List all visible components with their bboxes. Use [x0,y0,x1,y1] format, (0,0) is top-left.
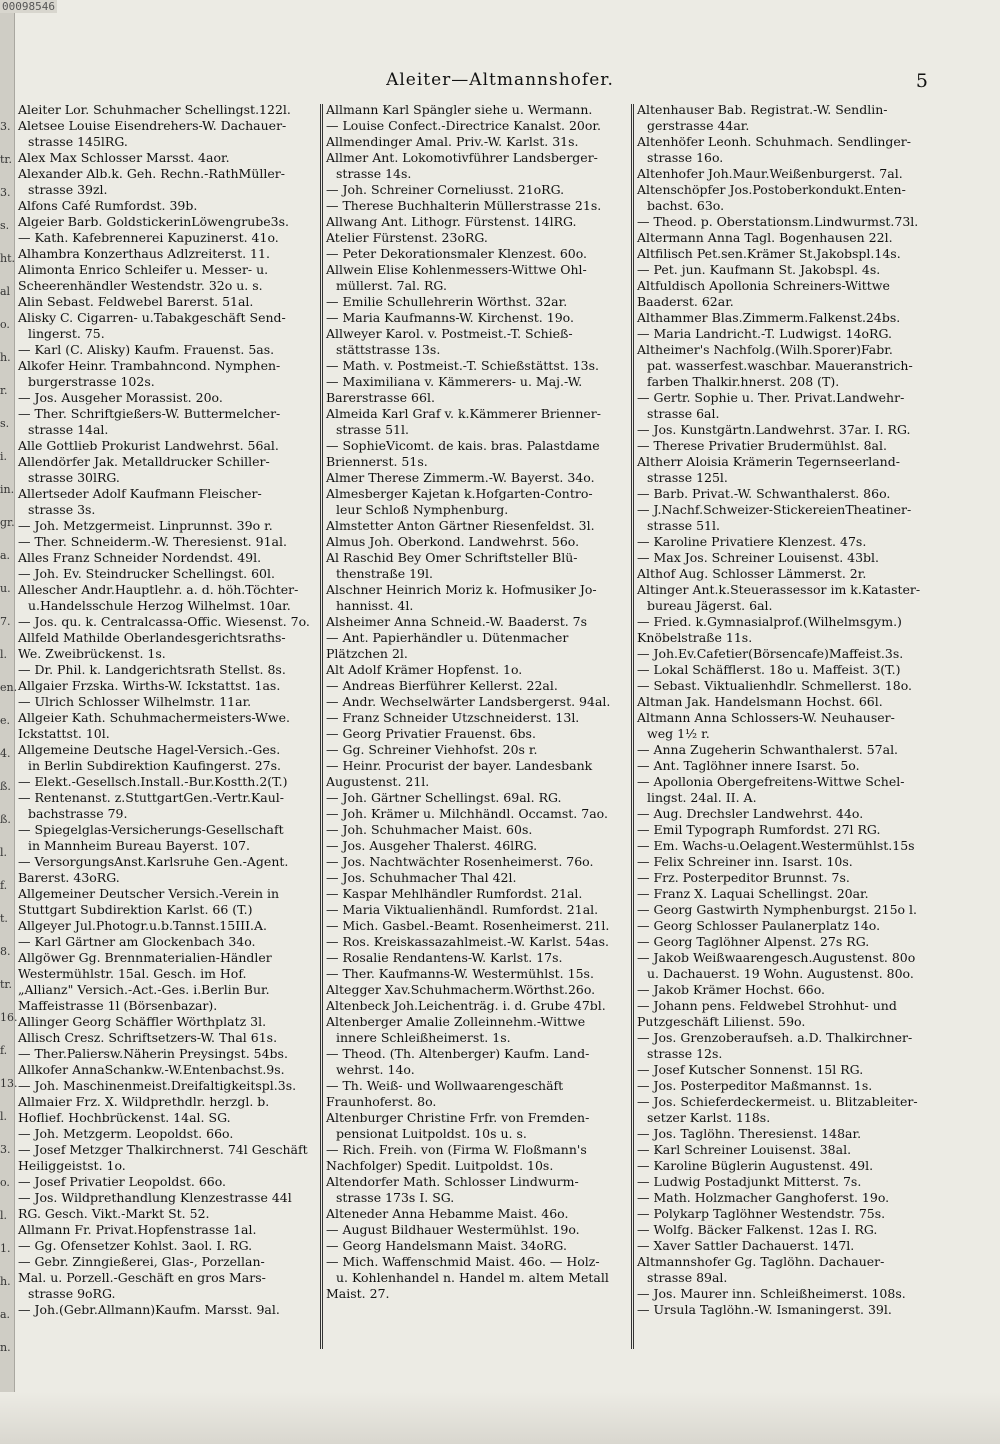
directory-entry-line: strasse 173s I. SG. [336,1190,455,1205]
directory-entry-line: Allwein Elise Kohlenmessers-Wittwe Ohl- [326,262,587,277]
margin-fragment: l. [0,1110,8,1123]
directory-entry-line: Alhambra Konzerthaus Adlzreiterst. 11. [18,246,270,261]
directory-entry-line: Allertseder Adolf Kaufmann Fleischer- [18,486,262,501]
directory-entry-line: — Em. Wachs-u.Oelagent.Westermühlst.15s [637,838,915,853]
margin-fragment: 13. [0,1077,18,1090]
directory-entry-line: — Andreas Bierführer Kellerst. 22al. [326,678,558,693]
directory-entry-line: — Joh. Maschinenmeist.Dreifaltigkeitspl.3s. [18,1078,297,1093]
directory-column-1 [18,102,318,1318]
archive-stamp: 00098546 [2,0,55,13]
column-divider [320,104,323,1349]
directory-entry-line: bureau Jägerst. 6al. [647,598,773,613]
directory-entry-line: Altenberger Amalie Zolleinnehm.-Wittwe [326,1014,586,1029]
directory-entry-line: Ickstattst. 10l. [18,726,110,741]
directory-entry-line: — Jos. Nachtwächter Rosenheimerst. 76o. [326,854,594,869]
page-header [0,70,1000,96]
directory-entry-line: Plätzchen 2l. [326,646,408,661]
directory-entry-line: Allgemeine Deutsche Hagel-Versich.-Ges. [18,742,281,757]
directory-entry-line: — Maria Landricht.-T. Ludwigst. 14oRG. [637,326,892,341]
directory-entry-line: Altegger Xav.Schuhmacherm.Wörthst.26o. [326,982,596,997]
margin-fragment: u. [0,582,11,595]
directory-entry-line: Altenhöfer Leonh. Schuhmach. Sendlinger- [637,134,911,149]
directory-entry-line: — Th. Weiß- und Wollwaarengeschäft [326,1078,564,1093]
directory-entry-line: Al Raschid Bey Omer Schriftsteller Blü- [326,550,578,565]
directory-entry-line: — Emil Typograph Rumfordst. 27l RG. [637,822,881,837]
directory-entry-line: Almstetter Anton Gärtner Riesenfeldst. 3l. [326,518,595,533]
margin-fragment: al [0,285,11,298]
directory-entry-line: Atelier Fürstenst. 23oRG. [326,230,488,245]
directory-entry-line: — Mich. Gasbel.-Beamt. Rosenheimerst. 21l. [326,918,610,933]
margin-fragment: f. [0,879,8,892]
directory-entry-line: in Berlin Subdirektion Kaufingerst. 27s. [28,758,282,773]
directory-entry-line: — Jakob Weißwaarengesch.Augustenst. 80o [637,950,916,965]
directory-entry-line: Altermann Anna Tagl. Bogenhausen 22l. [637,230,893,245]
directory-entry-line: Allgeier Kath. Schuhmachermeisters-Wwe. [18,710,290,725]
directory-entry-line: stättstrasse 13s. [336,342,441,357]
directory-entry-line: — Polykarp Taglöhner Westendstr. 75s. [637,1206,886,1221]
directory-entry-line: — Math. Holzmacher Ganghoferst. 19o. [637,1190,890,1205]
directory-entry-line: — Ther. Schriftgießers-W. Buttermelcher- [18,406,281,421]
margin-fragment: gr. [0,516,15,529]
directory-entry-line: Altenschöpfer Jos.Postoberkondukt.Enten- [637,182,906,197]
directory-entry-line: Altheimer's Nachfolg.(Wilh.Sporer)Fabr. [637,342,893,357]
directory-entry-line: wehrst. 14o. [336,1062,415,1077]
page-number: 5 [915,70,928,92]
directory-entry-line: — Georg Privatier Frauenst. 6bs. [326,726,536,741]
directory-entry-line: strasse 51l. [336,422,409,437]
directory-entry-line: — Maria Kaufmanns-W. Kirchenst. 19o. [326,310,574,325]
directory-entry-line: strasse 30lRG. [28,470,120,485]
directory-entry-line: Alin Sebast. Feldwebel Barerst. 51al. [18,294,254,309]
directory-entry-line: — Jos. qu. k. Centralcassa-Offic. Wiesenst. 7o. [18,614,310,629]
directory-entry-line: Altmann Anna Schlossers-W. Neuhauser- [637,710,895,725]
directory-entry-line: — Georg Schlosser Paulanerplatz 14o. [637,918,881,933]
directory-entry-line: — Karl Schreiner Louisenst. 38al. [637,1142,852,1157]
directory-entry-line: in Mannheim Bureau Bayerst. 107. [28,838,251,853]
margin-fragment: i. [0,450,8,463]
directory-entry-line: We. Zweibrückenst. 1s. [18,646,166,661]
directory-entry-line: Althammer Blas.Zimmerm.Falkenst.24bs. [637,310,901,325]
margin-fragment: a. [0,549,11,562]
directory-entry-line: Altenbeck Joh.Leichenträg. i. d. Grube 47bl. [326,998,606,1013]
directory-entry-line: — J.Nachf.Schweizer-StickereienTheatiner- [637,502,912,517]
directory-entry-line: — Max Jos. Schreiner Louisenst. 43bl. [637,550,880,565]
directory-entry-line: — Gg. Schreiner Viehhofst. 20s r. [326,742,538,757]
directory-entry-line: — Karl Gärtner am Glockenbach 34o. [18,934,256,949]
margin-fragment: l. [0,1209,8,1222]
directory-entry-line: Fraunhoferst. 8o. [326,1094,437,1109]
directory-entry-line: Almeida Karl Graf v. k.Kämmerer Brienner- [326,406,601,421]
margin-fragment: en. [0,681,18,694]
directory-entry-line: u. Dachauerst. 19 Wohn. Augustenst. 80o. [647,966,914,981]
directory-entry-line: Heiliggeistst. 1o. [18,1158,126,1173]
directory-entry-line: Allescher Andr.Hauptlehr. a. d. höh.Töchter- [18,582,299,597]
directory-entry-line: — Joh. Krämer u. Milchhändl. Occamst. 7ao. [326,806,608,821]
directory-entry-line: strasse 89al. [647,1270,728,1285]
margin-fragment: 16. [0,1011,18,1024]
directory-entry-line: — Josef Metzger Thalkirchnerst. 74l Geschäft [18,1142,308,1157]
directory-entry-line: Alschner Heinrich Moriz k. Hofmusiker Jo- [326,582,597,597]
directory-entry-line: — Jos. Maurer inn. Schleißheimerst. 108s. [637,1286,906,1301]
directory-entry-line: — Karl (C. Alisky) Kaufm. Frauenst. 5as. [18,342,275,357]
directory-entry-line: — Jos. Grenzoberaufseh. a.D. Thalkirchner- [637,1030,913,1045]
directory-entry-line: Allgaier Frzska. Wirths-W. Ickstattst. 1as. [18,678,281,693]
margin-fragment: ß. [0,813,11,826]
directory-entry-line: hannisst. 4l. [336,598,414,613]
directory-entry-line: — Maximiliana v. Kämmerers- u. Maj.-W. [326,374,583,389]
directory-entry-line: — Ludwig Postadjunkt Mitterst. 7s. [637,1174,862,1189]
directory-entry-line: — Lokal Schäfflerst. 18o u. Maffeist. 3(T.) [637,662,901,677]
directory-entry-line: Altherr Aloisia Krämerin Tegernseerland- [637,454,900,469]
directory-entry-line: strasse 3s. [28,502,96,517]
directory-entry-line: Allfeld Mathilde Oberlandesgerichtsraths- [18,630,286,645]
directory-entry-line: „Allianz" Versich.-Act.-Ges. i.Berlin Bur. [18,982,270,997]
directory-entry-line: Allinger Georg Schäffler Wörthplatz 3l. [18,1014,267,1029]
directory-entry-line: Allgeyer Jul.Photogr.u.b.Tannst.15III.A. [18,918,267,933]
directory-entry-line: — Josef Privatier Leopoldst. 66o. [18,1174,227,1189]
directory-entry-line: — Ulrich Schlosser Wilhelmstr. 11ar. [18,694,252,709]
margin-fragment: 1. [0,1242,11,1255]
margin-fragment: s. [0,219,10,232]
margin-fragment: h. [0,1275,11,1288]
directory-entry-line: — Pet. jun. Kaufmann St. Jakobspl. 4s. [637,262,881,277]
directory-entry-line: — Georg Gastwirth Nymphenburgst. 215o l. [637,902,918,917]
directory-entry-line: strasse 51l. [647,518,720,533]
directory-entry-line: strasse 14al. [28,422,109,437]
directory-entry-line: — Emilie Schullehrerin Wörthst. 32ar. [326,294,568,309]
margin-fragment: a. [0,1308,11,1321]
margin-fragment: f. [0,1044,8,1057]
directory-entry-line: strasse 125l. [647,470,728,485]
margin-fragment: e. [0,714,11,727]
directory-entry-line: Altenhauser Bab. Registrat.-W. Sendlin- [637,102,888,117]
directory-entry-line: leur Schloß Nymphenburg. [336,502,509,517]
directory-entry-line: — Therese Buchhalterin Müllerstrasse 21s. [326,198,602,213]
directory-entry-line: Maffeistrasse 1l (Börsenbazar). [18,998,218,1013]
directory-entry-line: Alteneder Anna Hebamme Maist. 46o. [326,1206,569,1221]
directory-entry-line: lingerst. 75. [28,326,105,341]
margin-fragment: 8. [0,945,11,958]
directory-entry-line: Allendörfer Jak. Metalldrucker Schiller- [18,454,270,469]
directory-entry-line: Briennerst. 51s. [326,454,428,469]
directory-entry-line: Algeier Barb. GoldstickerinLöwengrube3s. [18,214,290,229]
adjacent-page-edge [0,0,18,1444]
directory-entry-line: — Josef Kutscher Sonnenst. 15l RG. [637,1062,864,1077]
directory-entry-line: — Rentenanst. z.StuttgartGen.-Vertr.Kaul- [18,790,285,805]
directory-entry-line: Allkofer AnnaSchankw.-W.Entenbachst.9s. [18,1062,285,1077]
directory-entry-line: — Rich. Freih. von (Firma W. Floßmann's [326,1142,587,1157]
directory-entry-line: — Aug. Drechsler Landwehrst. 44o. [637,806,864,821]
directory-entry-line: Altenburger Christine Frfr. von Fremden- [326,1110,590,1125]
directory-entry-line: u. Kohlenhandel n. Handel m. altem Metall [336,1270,609,1285]
directory-entry-line: — Joh.(Gebr.Allmann)Kaufm. Marsst. 9al. [18,1302,280,1317]
margin-fragment: tr. [0,978,12,991]
directory-entry-line: Alimonta Enrico Schleifer u. Messer- u. [18,262,269,277]
directory-entry-line: pensionat Luitpoldst. 10s u. s. [336,1126,527,1141]
directory-entry-line: Mal. u. Porzell.-Geschäft en gros Mars- [18,1270,266,1285]
directory-entry-line: Alfons Café Rumfordst. 39b. [18,198,198,213]
directory-entry-line: pat. wasserfest.waschbar. Maueranstrich- [647,358,913,373]
directory-entry-line: Alle Gottlieb Prokurist Landwehrst. 56al. [18,438,279,453]
directory-entry-line: — Fried. k.Gymnasialprof.(Wilhelmsgym.) [637,614,902,629]
margin-fragment: t. [0,912,8,925]
directory-entry-line: — SophieVicomt. de kais. bras. Palastdame [326,438,600,453]
directory-entry-line: Allgöwer Gg. Brennmaterialien-Händler [18,950,272,965]
directory-entry-line: lingst. 24al. II. A. [647,790,757,805]
directory-entry-line: Aletsee Louise Eisendrehers-W. Dachauer- [18,118,287,133]
directory-entry-line: — Mich. Waffenschmid Maist. 46o. — Holz- [326,1254,600,1269]
directory-entry-line: — Georg Taglöhner Alpenst. 27s RG. [637,934,870,949]
directory-entry-line: Alisky C. Cigarren- u.Tabakgeschäft Send- [18,310,286,325]
directory-entry-line: — Joh. Ev. Steindrucker Schellingst. 60l. [18,566,275,581]
directory-entry-line: Allmann Fr. Privat.Hopfenstrasse 1al. [18,1222,257,1237]
margin-fragment: o. [0,318,10,331]
directory-entry-line: — August Bildhauer Westermühlst. 19o. [326,1222,580,1237]
margin-fragment: 4. [0,747,11,760]
directory-entry-line: Alkofer Heinr. Trambahncond. Nymphen- [18,358,281,373]
directory-entry-line: Knöbelstraße 11s. [637,630,753,645]
directory-entry-line: — Therese Privatier Brudermühlst. 8al. [637,438,887,453]
directory-entry-line: — Math. v. Postmeist.-T. Schießstättst. 13s. [326,358,599,373]
directory-entry-line: strasse 12s. [647,1046,723,1061]
directory-entry-line: thenstraße 19l. [336,566,433,581]
directory-entry-line: Allmann Karl Spängler siehe u. Wermann. [326,102,593,117]
directory-entry-line: — Ros. Kreiskassazahlmeist.-W. Karlst. 54as. [326,934,609,949]
directory-entry-line: Allwang Ant. Lithogr. Fürstenst. 14lRG. [326,214,577,229]
directory-entry-line: — Ther. Schneiderm.-W. Theresienst. 91al. [18,534,287,549]
directory-entry-line: — Franz Schneider Utzschneiderst. 13l. [326,710,580,725]
directory-entry-line: — Rosalie Rendantens-W. Karlst. 17s. [326,950,563,965]
directory-entry-line: Baaderst. 62ar. [637,294,734,309]
directory-entry-line: setzer Karlst. 118s. [647,1110,771,1125]
directory-entry-line: Alexander Alb.k. Geh. Rechn.-RathMüller- [18,166,285,181]
directory-entry-line: Altman Jak. Handelsmann Hochst. 66l. [637,694,883,709]
directory-entry-line: strasse 145lRG. [28,134,128,149]
directory-entry-line: — VersorgungsAnst.Karlsruhe Gen.-Agent. [18,854,289,869]
directory-entry-line: — Jos. Ausgeher Thalerst. 46lRG. [326,838,538,853]
directory-entry-line: — Spiegelglas-Versicherungs-Gesellschaft [18,822,284,837]
directory-entry-line: — Gertr. Sophie u. Ther. Privat.Landwehr- [637,390,905,405]
directory-entry-line: Alles Franz Schneider Nordendst. 49l. [18,550,262,565]
directory-entry-line: — Wolfg. Bäcker Falkenst. 12as I. RG. [637,1222,878,1237]
margin-fragment: ht. [0,252,16,265]
directory-entry-line: Allmer Ant. Lokomotivführer Landsberger- [326,150,598,165]
directory-entry-line: — Joh. Schuhmacher Maist. 60s. [326,822,533,837]
directory-entry-line: — Theod. (Th. Altenberger) Kaufm. Land- [326,1046,590,1061]
margin-fragment: l. [0,648,8,661]
directory-entry-line: Altinger Ant.k.Steuerassessor im k.Kataster- [637,582,921,597]
directory-column-2 [326,102,626,1302]
directory-entry-line: — Kaspar Mehlhändler Rumfordst. 21al. [326,886,583,901]
margin-fragment: n. [0,1341,11,1354]
directory-entry-line: — Dr. Phil. k. Landgerichtsrath Stellst. 8s. [18,662,286,677]
directory-entry-line: Allweyer Karol. v. Postmeist.-T. Schieß- [326,326,573,341]
directory-entry-line: — Jos. Ausgeher Morassist. 20o. [18,390,223,405]
directory-entry-line: — Apollonia Obergefreitens-Wittwe Schel- [637,774,905,789]
directory-entry-line: Altenhofer Joh.Maur.Weißenburgerst. 7al. [637,166,903,181]
directory-entry-line: burgerstrasse 102s. [28,374,155,389]
directory-entry-line: — Louise Confect.-Directrice Kanalst. 20or. [326,118,601,133]
directory-entry-line: — Kath. Kafebrennerei Kapuzinerst. 41o. [18,230,279,245]
directory-entry-line: — Maria Viktualienhändl. Rumfordst. 21al. [326,902,599,917]
directory-entry-line: gerstrasse 44ar. [647,118,750,133]
directory-entry-line: — Sebast. Viktualienhdlr. Schmellerst. 18o. [637,678,913,693]
directory-entry-line: strasse 14s. [336,166,412,181]
directory-entry-line: — Ursula Taglöhn.-W. Ismaningerst. 39l. [637,1302,892,1317]
directory-entry-line: Stuttgart Subdirektion Karlst. 66 (T.) [18,902,253,917]
directory-entry-line: Allmendinger Amal. Priv.-W. Karlst. 31s. [326,134,579,149]
directory-entry-line: Altmannshofer Gg. Taglöhn. Dachauer- [637,1254,885,1269]
directory-entry-line: — Anna Zugeherin Schwanthalerst. 57al. [637,742,899,757]
directory-entry-line: Almer Therese Zimmerm.-W. Bayerst. 34o. [326,470,595,485]
directory-entry-line: — Johann pens. Feldwebel Strohhut- und [637,998,897,1013]
margin-fragment: 3. [0,1143,11,1156]
directory-entry-line: müllerst. 7al. RG. [336,278,447,293]
page-bottom-margin [0,1392,1000,1444]
directory-entry-line: — Jos. Schuhmacher Thal 42l. [326,870,517,885]
directory-entry-line: Scheerenhändler Westendstr. 32o u. s. [18,278,263,293]
directory-column-3 [637,102,937,1318]
directory-entry-line: Althof Aug. Schlosser Lämmerst. 2r. [637,566,867,581]
directory-entry-line: — Jos. Kunstgärtn.Landwehrst. 37ar. I. RG. [637,422,911,437]
directory-entry-line: — Jos. Wildprethandlung Klenzestrasse 44l [18,1190,292,1205]
directory-entry-line: Allgemeiner Deutscher Versich.-Verein in [18,886,280,901]
directory-entry-line: Altfilisch Pet.sen.Krämer St.Jakobspl.14s. [637,246,901,261]
directory-entry-line: — Joh. Metzgerm. Leopoldst. 66o. [18,1126,234,1141]
directory-entry-line: strasse 9oRG. [28,1286,116,1301]
directory-entry-line: — Xaver Sattler Dachauerst. 147l. [637,1238,855,1253]
directory-entry-line: Allisch Cresz. Schriftsetzers-W. Thal 61s. [18,1030,278,1045]
directory-entry-line: Maist. 27. [326,1286,390,1301]
directory-entry-line: Barerstrasse 66l. [326,390,435,405]
margin-fragment: in. [0,483,15,496]
directory-entry-line: — Jos. Taglöhn. Theresienst. 148ar. [637,1126,862,1141]
margin-fragment: o. [0,1176,10,1189]
margin-fragment: 7. [0,615,11,628]
directory-entry-line: Augustenst. 21l. [326,774,430,789]
directory-entry-line: bachst. 63o. [647,198,725,213]
directory-entry-line: Hoflief. Hochbrückenst. 14al. SG. [18,1110,231,1125]
directory-entry-line: Allmaier Frz. X. Wildprethdlr. herzgl. b. [18,1094,270,1109]
column-divider [631,104,634,1349]
directory-entry-line: — Jos. Posterpeditor Maßmannst. 1s. [637,1078,873,1093]
directory-entry-line: — Elekt.-Gesellsch.Install.-Bur.Kostth.2(T.) [18,774,288,789]
directory-entry-line: bachstrasse 79. [28,806,128,821]
directory-entry-line: — Peter Dekorationsmaler Klenzest. 60o. [326,246,588,261]
directory-entry-line: — Joh. Schreiner Corneliusst. 21oRG. [326,182,565,197]
directory-entry-line: RG. Gesch. Vikt.-Markt St. 52. [18,1206,210,1221]
directory-entry-line: strasse 6al. [647,406,720,421]
directory-entry-line: — Joh.Ev.Cafetier(Börsencafe)Maffeist.3s. [637,646,904,661]
directory-entry-line: — Andr. Wechselwärter Landsbergerst. 94al. [326,694,611,709]
directory-entry-line: — Gg. Ofensetzer Kohlst. 3aol. I. RG. [18,1238,253,1253]
margin-fragment: ß. [0,780,11,793]
directory-entry-line: — Karoline Büglerin Augustenst. 49l. [637,1158,874,1173]
directory-entry-line: strasse 39zl. [28,182,108,197]
directory-entry-line: — Ther.Paliersw.Näherin Preysingst. 54bs. [18,1046,288,1061]
directory-entry-line: — Joh. Gärtner Schellingst. 69al. RG. [326,790,562,805]
directory-entry-line: — Heinr. Procurist der bayer. Landesbank [326,758,593,773]
directory-entry-line: — Jos. Schieferdeckermeist. u. Blitzableiter- [637,1094,918,1109]
directory-entry-line: — Gebr. Zinngießerei, Glas-, Porzellan- [18,1254,265,1269]
margin-fragment: r. [0,384,8,397]
directory-entry-line: — Jakob Krämer Hochst. 66o. [637,982,826,997]
directory-entry-line: Aleiter Lor. Schuhmacher Schellingst.122l. [18,102,291,117]
directory-entry-line: — Franz X. Laquai Schellingst. 20ar. [637,886,869,901]
directory-entry-line: Westermühlstr. 15al. Gesch. im Hof. [18,966,247,981]
directory-entry-line: Nachfolger) Spedit. Luitpoldst. 10s. [326,1158,554,1173]
directory-entry-line: — Theod. p. Oberstationsm.Lindwurmst.73l. [637,214,919,229]
margin-fragment: l. [0,846,8,859]
directory-entry-line: Almus Joh. Oberkond. Landwehrst. 56o. [326,534,580,549]
directory-entry-line: Barerst. 43oRG. [18,870,120,885]
directory-entry-line: Altendorfer Math. Schlosser Lindwurm- [326,1174,579,1189]
margin-fragment: 3. [0,120,11,133]
directory-entry-line: Almesberger Kajetan k.Hofgarten-Contro- [326,486,593,501]
running-head: Aleiter—Altmannshofer. [386,70,614,90]
directory-entry-line: Alex Max Schlosser Marsst. 4aor. [18,150,230,165]
directory-entry-line: — Ant. Papierhändler u. Dütenmacher [326,630,569,645]
directory-entry-line: Putzgeschäft Lilienst. 59o. [637,1014,806,1029]
directory-entry-line: weg 1½ r. [647,726,710,741]
directory-entry-line: strasse 16o. [647,150,724,165]
margin-fragment: h. [0,351,11,364]
directory-entry-line: — Georg Handelsmann Maist. 34oRG. [326,1238,567,1253]
directory-entry-line: Altfuldisch Apollonia Schreiners-Wittwe [637,278,890,293]
margin-fragment: tr. [0,153,12,166]
directory-entry-line: — Barb. Privat.-W. Schwanthalerst. 86o. [637,486,891,501]
directory-entry-line: — Ant. Taglöhner innere Isarst. 5o. [637,758,860,773]
directory-entry-line: u.Handelsschule Herzog Wilhelmst. 10ar. [28,598,291,613]
directory-entry-line: farben Thalkir.hnerst. 208 (T). [647,374,840,389]
directory-entry-line: Alt Adolf Krämer Hopfenst. 1o. [326,662,523,677]
directory-entry-line: — Ther. Kaufmanns-W. Westermühlst. 15s. [326,966,594,981]
directory-entry-line: — Felix Schreiner inn. Isarst. 10s. [637,854,853,869]
directory-entry-line: innere Schleißheimerst. 1s. [336,1030,511,1045]
directory-entry-line: — Joh. Metzgermeist. Linprunnst. 39o r. [18,518,273,533]
margin-fragment: 3. [0,186,11,199]
directory-entry-line: — Frz. Posterpeditor Brunnst. 7s. [637,870,850,885]
directory-entry-line: Alsheimer Anna Schneid.-W. Baaderst. 7s [326,614,588,629]
directory-entry-line: — Karoline Privatiere Klenzest. 47s. [637,534,867,549]
margin-fragment: s. [0,417,10,430]
